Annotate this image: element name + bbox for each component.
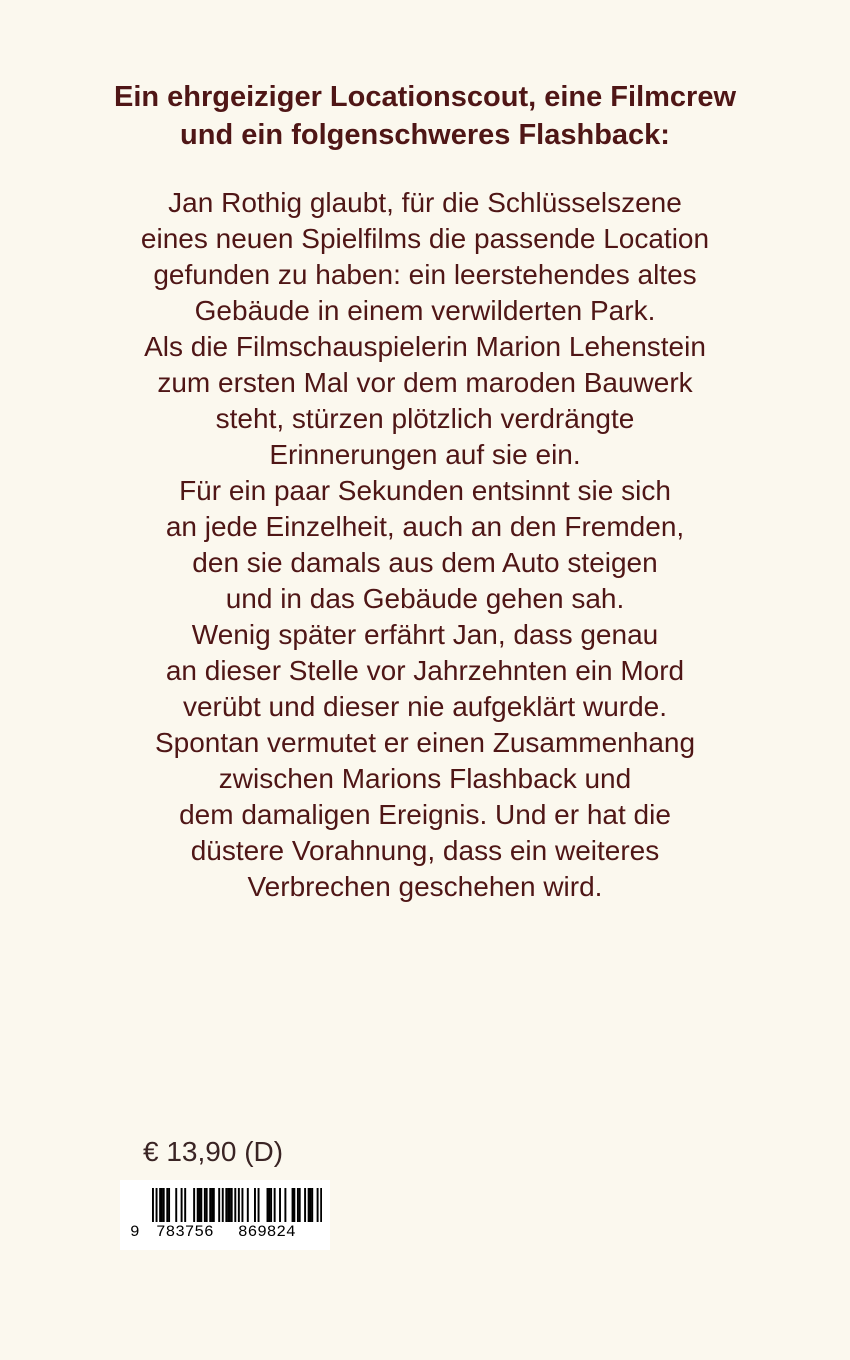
blurb-line: an dieser Stelle vor Jahrzehnten ein Mord — [165, 655, 685, 686]
isbn-barcode — [120, 1180, 330, 1250]
barcode-bar — [267, 1188, 269, 1222]
barcode-bar — [293, 1188, 295, 1222]
price-label: € 13,90 (D) — [143, 1136, 284, 1167]
blurb-line: eines neuen Spielfilms die passende Location — [140, 223, 710, 254]
barcode-bar — [184, 1188, 186, 1222]
headline-line: Ein ehrgeiziger Locationscout, eine Filmcrew — [113, 81, 737, 113]
barcode-bar — [320, 1188, 322, 1222]
blurb-line: Erinnerungen auf sie ein. — [269, 439, 581, 470]
barcode-bar — [161, 1188, 163, 1222]
barcode-bar — [231, 1188, 233, 1222]
isbn-digits-right: 869824 — [238, 1223, 296, 1241]
barcode-bar — [254, 1188, 256, 1222]
isbn-digits — [130, 1223, 325, 1241]
barcode-bar — [193, 1188, 195, 1222]
barcode-bar — [299, 1188, 301, 1222]
barcode-bar — [225, 1188, 227, 1222]
barcode-bar — [209, 1188, 211, 1222]
blurb-line: Als die Filmschauspielerin Marion Lehenstein — [144, 331, 706, 362]
barcode-bar — [292, 1188, 294, 1222]
barcode-bar — [238, 1188, 240, 1222]
blurb-line: Spontan vermutet er einen Zusammenhang — [154, 727, 696, 758]
blurb-line: dem damaligen Ereignis. Und er hat die — [179, 799, 671, 830]
barcode-bar — [317, 1188, 319, 1222]
isbn-digits-left: 783756 — [156, 1223, 214, 1241]
headline — [0, 78, 850, 154]
barcode-bar — [197, 1188, 199, 1222]
barcode-bar — [211, 1188, 213, 1222]
barcode-bar — [234, 1188, 236, 1222]
barcode-bar — [297, 1188, 299, 1222]
blurb-line: den sie damals aus dem Auto steigen — [192, 547, 658, 578]
barcode-bar — [241, 1188, 243, 1222]
blurb-line: an jede Einzelheit, auch an den Fremden, — [165, 511, 685, 542]
barcode-bar — [258, 1188, 260, 1222]
barcode-bar — [204, 1188, 206, 1222]
barcode-bar — [308, 1188, 310, 1222]
barcode-bar — [229, 1188, 231, 1222]
barcode-bar — [279, 1188, 281, 1222]
blurb-line: Verbrechen geschehen wird. — [247, 871, 603, 902]
blurb-line: Für ein paar Sekunden entsinnt sie sich — [179, 475, 671, 506]
barcode-bar — [199, 1188, 201, 1222]
barcode-bar — [304, 1188, 306, 1222]
barcode-bar — [163, 1188, 165, 1222]
barcode-bar — [284, 1188, 286, 1222]
barcode-bar — [168, 1188, 170, 1222]
barcode-bar — [270, 1188, 272, 1222]
barcode-bar — [213, 1188, 215, 1222]
barcode-bar — [309, 1188, 311, 1222]
barcode-bar — [311, 1188, 313, 1222]
blurb-line: zum ersten Mal vor dem maroden Bauwerk — [157, 367, 693, 398]
barcode-bar — [206, 1188, 208, 1222]
barcode-bars — [152, 1188, 322, 1222]
blurb-line: steht, stürzen plötzlich verdrängte — [215, 403, 635, 434]
headline-line: und ein folgenschweres Flashback: — [180, 119, 670, 151]
barcode-bar — [166, 1188, 168, 1222]
blurb-line: verübt und dieser nie aufgeklärt wurde. — [182, 691, 668, 722]
blurb-line: düstere Vorahnung, dass ein weiteres — [190, 835, 660, 866]
blurb-line: Wenig später erfährt Jan, dass genau — [191, 619, 659, 650]
barcode-bar — [175, 1188, 177, 1222]
barcode-bar — [218, 1188, 220, 1222]
blurb-line: Jan Rothig glaubt, für die Schlüsselszene — [168, 187, 682, 218]
barcode-bar — [247, 1188, 249, 1222]
barcode-bar — [156, 1188, 158, 1222]
blurb-line: zwischen Marions Flashback und — [218, 763, 632, 794]
barcode-bar — [159, 1188, 161, 1222]
barcode-bar — [268, 1188, 270, 1222]
blurb-text — [0, 185, 850, 905]
barcode-bar — [200, 1188, 202, 1222]
barcode-bar — [181, 1188, 183, 1222]
blurb-line: und in das Gebäude gehen sah. — [225, 583, 625, 614]
barcode-bar — [152, 1188, 154, 1222]
barcode-bar — [227, 1188, 229, 1222]
barcode-bar — [222, 1188, 224, 1222]
barcode-bar — [274, 1188, 276, 1222]
blurb-line: gefunden zu haben: ein leerstehendes altes — [153, 259, 697, 290]
blurb-line: Gebäude in einem verwilderten Park. — [194, 295, 656, 326]
isbn-digit-first: 9 — [130, 1223, 140, 1241]
